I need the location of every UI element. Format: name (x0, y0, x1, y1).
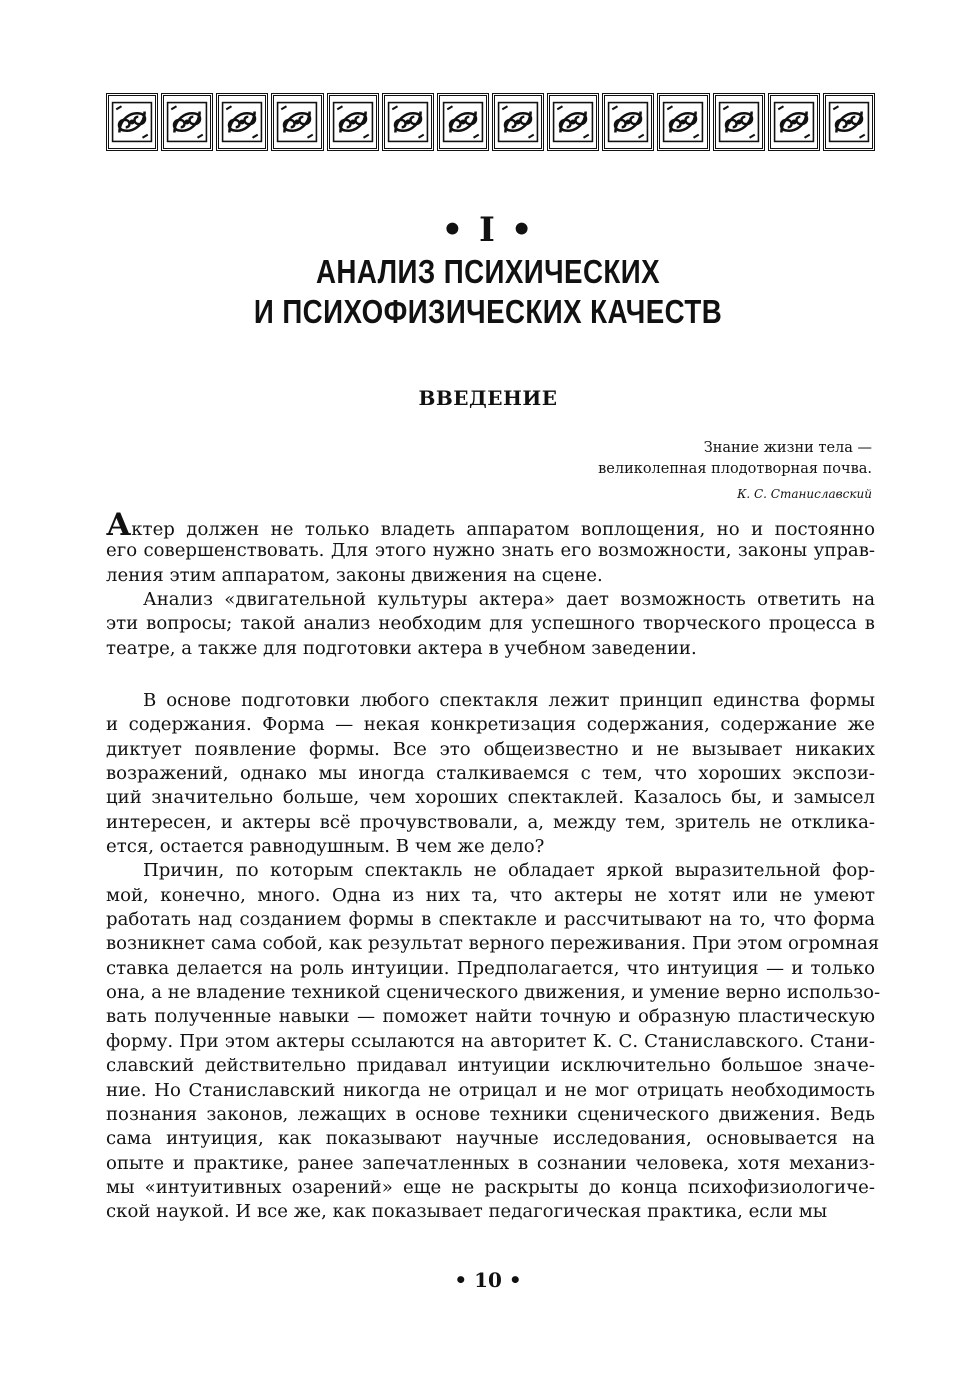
ornament-tile-icon (387, 101, 429, 143)
ornament-tile (437, 93, 489, 151)
text-line: опыте и практике, ранее запечатленных в сознании человека, хотя механиз- (106, 1152, 875, 1174)
text-line: возражений, однако мы иногда сталкиваемся с тем, что хороших экспози- (106, 763, 875, 785)
text-line: диктует появление формы. Все это общеизвестно и не вызывает никаких (106, 738, 875, 760)
ornament-tile-icon (221, 101, 263, 143)
text-line: ставка делается на роль интуиции. Предполагается, что интуиция — и только (106, 957, 875, 979)
paragraph-2 (106, 588, 875, 661)
page-number: • 10 • (454, 1268, 522, 1292)
ornament-tile-icon (442, 101, 484, 143)
text-line: форму. При этом актеры ссылаются на авторитет К. С. Станиславского. Стани- (106, 1030, 875, 1052)
text-line: ской наукой. И все же, как показывает педагогическая практика, если мы (106, 1201, 828, 1223)
ornament-tile (657, 93, 709, 151)
text-line: ется, остается равнодушным. В чем же дело? (106, 836, 545, 858)
text-line: сама интуиция, как показывают научные исследования, основывается на (106, 1128, 875, 1150)
intro-text (106, 507, 875, 661)
text-line: эти вопросы; такой анализ необходим для успешного творческого процесса в (106, 613, 875, 635)
paragraph-1 (106, 507, 875, 588)
text-line: интересен, и актеры всё прочувствовали, а, между тем, зритель не отклика- (106, 811, 875, 833)
chapter-title-line: И ПСИХОФИЗИЧЕСКИХ КАЧЕСТВ (253, 293, 723, 330)
ornament-tile (327, 93, 379, 151)
text-line: ций значительно больше, чем хороших спектаклей. Казалось бы, и замысел (106, 787, 875, 809)
ornament-tile-icon (497, 101, 539, 143)
ornament-tile-icon (607, 101, 649, 143)
paragraph-3 (106, 689, 875, 859)
ornament-tile (602, 93, 654, 151)
text-line: мой, конечно, много. Одна из них та, что актеры не хотят или не умеют (106, 884, 875, 906)
text-line: театре, а также для подготовки актера в учебном заведении. (106, 637, 697, 659)
text-line: Актер должен не только владеть аппаратом воплощения, но и постоянно (106, 507, 875, 543)
section-heading: ВВЕДЕНИЕ (418, 386, 558, 410)
ornament-tile-icon (276, 101, 318, 143)
epigraph-author: К. С. Станиславский (737, 487, 872, 501)
chapter-title-line: АНАЛИЗ ПСИХИЧЕСКИХ (315, 253, 660, 290)
ornament-band (106, 93, 875, 151)
ornament-tile-icon (662, 101, 704, 143)
ornament-tile (216, 93, 268, 151)
text-line: В основе подготовки любого спектакля лежит принцип единства формы (143, 690, 875, 711)
drop-cap: А (106, 507, 132, 543)
ornament-tile-icon (718, 101, 760, 143)
ornament-tile-icon (552, 101, 594, 143)
text-line: Анализ «двигательной культуры актера» дает возможность ответить на (143, 589, 875, 611)
paragraph-4 (106, 859, 881, 1224)
ornament-tile (106, 93, 158, 151)
epigraph (598, 438, 872, 480)
epigraph-line: великолепная плодотворная почва. (598, 461, 872, 477)
text-line: славский действительно придавал интуиции исключительно большое значе- (106, 1055, 875, 1077)
ornament-tile (823, 93, 875, 151)
text-line: ние. Но Станиславский никогда не отрицал и не мог отрицать необходимость (106, 1079, 875, 1101)
text-line: мы «интуитивных озарений» еще не раскрыты до конца психофизиологиче- (106, 1176, 875, 1198)
text-line: ления этим аппаратом, законы движения на сцене. (106, 564, 603, 586)
text-line: познания законов, лежащих в основе техники сценического движения. Ведь (106, 1103, 875, 1125)
ornament-tile-icon (166, 101, 208, 143)
text-line: возникнет сама собой, как результат верного переживания. При этом огромная (106, 933, 880, 955)
text-line: работать над созданием формы в спектакле и рассчитывают на то, что форма (106, 909, 875, 931)
ornament-tile-icon (773, 101, 815, 143)
main-text (106, 689, 881, 1225)
ornament-tile (271, 93, 323, 151)
ornament-tile-icon (828, 101, 870, 143)
ornament-tile (492, 93, 544, 151)
text-line: Причин, по которым спектакль не обладает яркой выразительной фор- (143, 860, 875, 882)
ornament-tile (768, 93, 820, 151)
chapter-number: • I • (441, 210, 535, 250)
text-line: она, а не владение техникой сценического движения, и умение верно использо- (106, 982, 881, 1004)
ornament-tile (382, 93, 434, 151)
epigraph-line: Знание жизни тела — (703, 440, 872, 456)
chapter-title (78, 252, 898, 332)
text-line: и содержания. Форма — некая конкретизация содержания, содержание же (106, 714, 875, 736)
text-line: его совершенствовать. Для этого нужно знать его возможности, законы управ- (106, 540, 875, 562)
ornament-tile (713, 93, 765, 151)
ornament-tile-icon (111, 101, 153, 143)
ornament-tile (547, 93, 599, 151)
text-line: вать полученные навыки — поможет найти точную и образную пластическую (106, 1006, 875, 1028)
ornament-tile (161, 93, 213, 151)
ornament-tile-icon (332, 101, 374, 143)
